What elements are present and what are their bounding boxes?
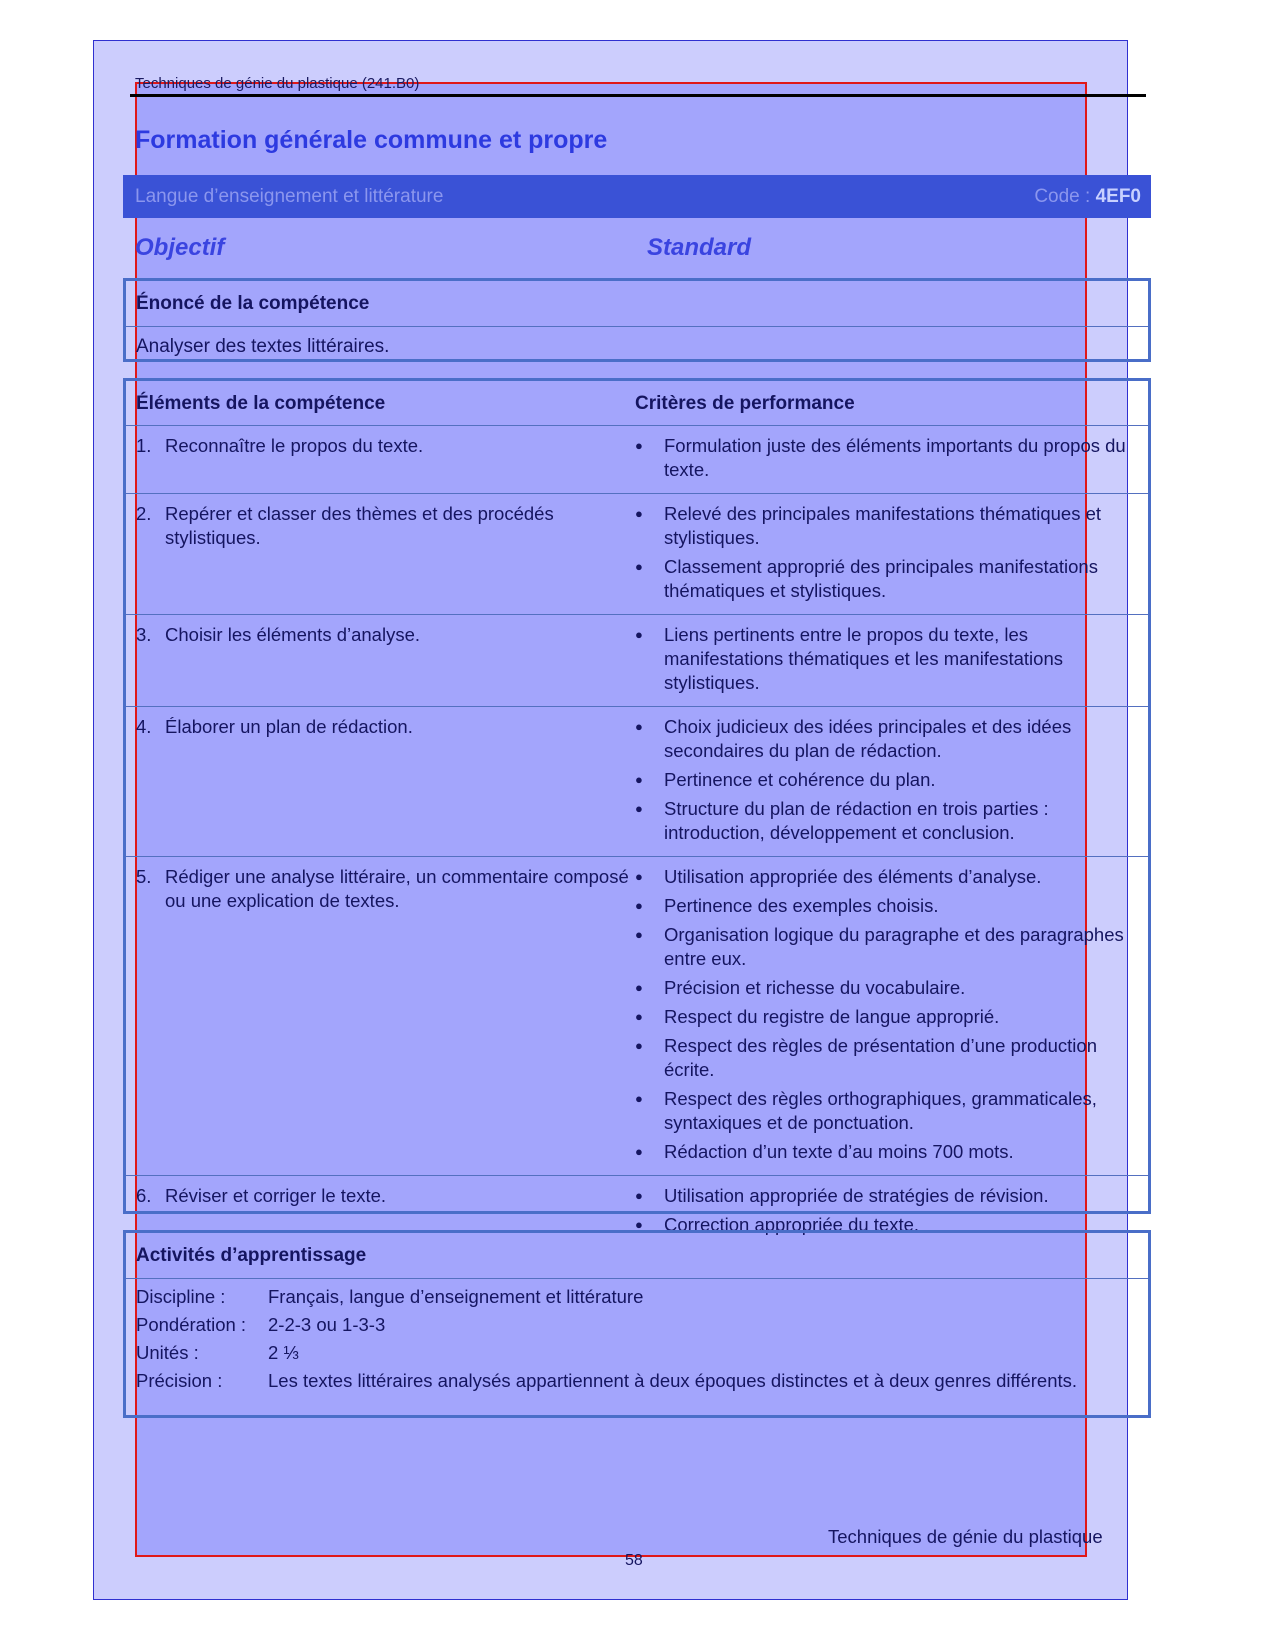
bullet-icon: ● <box>635 898 643 913</box>
activite-value: Les textes littéraires analysés appartiennent à deux époques distinctes et à deux genres différents. <box>268 1370 1078 1391</box>
bullet-icon: ● <box>635 927 643 942</box>
standard-heading: Standard <box>647 234 752 261</box>
criteria-text: Correction appropriée du texte. <box>664 1214 920 1235</box>
competence-element <box>126 494 635 614</box>
criteria-text: Formulation juste des éléments importants du propos du texte. <box>664 435 1126 480</box>
bullet-icon: ● <box>635 869 643 884</box>
competence-row <box>126 425 1148 493</box>
criteria-list <box>635 615 1148 706</box>
element-text: Choisir les éléments d’analyse. <box>165 624 421 645</box>
criteria-text: Choix judicieux des idées principales et des idées secondaires du plan de rédaction. <box>664 716 1072 761</box>
elements-header-row <box>126 381 1148 425</box>
activites-details <box>126 1278 1148 1393</box>
criteria-item <box>635 797 1134 845</box>
competence-row <box>126 706 1148 856</box>
competence-element <box>126 857 635 1175</box>
footer-program-name: Techniques de génie du plastique <box>828 1526 1103 1547</box>
activite-label: Pondération : <box>136 1314 247 1335</box>
element-number: 1. <box>136 435 152 456</box>
criteria-list <box>635 707 1148 856</box>
page-number: 58 <box>625 1552 643 1569</box>
competence-element <box>126 426 635 493</box>
criteria-list <box>635 426 1148 493</box>
criteria-text: Liens pertinents entre le propos du texte, les manifestations thématiques et les manifestations stylistiques. <box>664 624 1063 693</box>
activite-value: 2 ⅓ <box>268 1342 299 1363</box>
element-text: Reconnaître le propos du texte. <box>165 435 424 456</box>
criteria-item <box>635 1087 1134 1135</box>
criteria-text: Pertinence et cohérence du plan. <box>664 769 936 790</box>
enonce-text: Analyser des textes littéraires. <box>126 326 1148 358</box>
course-code <box>1034 186 1141 208</box>
activite-label: Unités : <box>136 1342 199 1363</box>
elements-heading: Éléments de la compétence <box>136 393 386 414</box>
activites-box <box>123 1230 1151 1418</box>
bullet-icon: ● <box>635 1144 643 1159</box>
criteria-item <box>635 894 1134 918</box>
criteria-text: Relevé des principales manifestations thématiques et stylistiques. <box>664 503 1102 548</box>
element-number: 6. <box>136 1185 152 1206</box>
competence-element <box>126 707 635 856</box>
criteria-item <box>635 502 1134 550</box>
competence-row <box>126 614 1148 706</box>
bullet-icon: ● <box>635 1188 643 1203</box>
header-rule <box>130 94 1146 97</box>
criteria-item <box>635 923 1134 971</box>
bullet-icon: ● <box>635 559 643 574</box>
element-text: Réviser et corriger le texte. <box>165 1185 387 1206</box>
criteria-item <box>635 1140 1134 1164</box>
activite-line <box>136 1313 1148 1337</box>
course-name: Langue d’enseignement et littérature <box>135 185 444 207</box>
bullet-icon: ● <box>635 980 643 995</box>
activite-line <box>136 1341 1148 1365</box>
section-title: Formation générale commune et propre <box>135 126 608 154</box>
bullet-icon: ● <box>635 506 643 521</box>
activite-label: Précision : <box>136 1370 223 1391</box>
criteria-text: Utilisation appropriée de stratégies de révision. <box>664 1185 1049 1206</box>
criteria-text: Rédaction d’un texte d’au moins 700 mots. <box>664 1141 1014 1162</box>
criteria-item <box>635 865 1134 889</box>
code-value: 4EF0 <box>1095 185 1141 207</box>
competence-element <box>126 615 635 706</box>
bullet-icon: ● <box>635 1038 643 1053</box>
element-rows <box>126 425 1148 1248</box>
criteria-text: Respect du registre de langue approprié. <box>664 1006 1000 1027</box>
criteria-item <box>635 555 1134 603</box>
criteria-item <box>635 434 1134 482</box>
enonce-box <box>123 278 1151 362</box>
criteria-text: Classement approprié des principales manifestations thématiques et stylistiques. <box>664 556 1098 601</box>
activite-line <box>136 1369 1148 1393</box>
criteria-item <box>635 1184 1134 1208</box>
criteria-item <box>635 1005 1134 1029</box>
criteria-item <box>635 623 1134 695</box>
running-header: Techniques de génie du plastique (241.B0) <box>135 75 420 92</box>
activite-value: 2-2-3 ou 1-3-3 <box>268 1314 386 1335</box>
criteria-list <box>635 494 1148 614</box>
code-label: Code : <box>1034 185 1091 207</box>
element-number: 3. <box>136 624 152 645</box>
bullet-icon: ● <box>635 438 643 453</box>
objectif-heading: Objectif <box>135 234 225 261</box>
course-code-band <box>123 175 1151 218</box>
element-number: 2. <box>136 503 152 524</box>
elements-box <box>123 378 1151 1235</box>
bullet-icon: ● <box>635 627 643 642</box>
activites-heading: Activités d’apprentissage <box>136 1245 367 1266</box>
element-text: Repérer et classer des thèmes et des procédés stylistiques. <box>165 503 554 548</box>
bullet-icon: ● <box>635 1217 643 1232</box>
bullet-icon: ● <box>635 719 643 734</box>
criteria-text: Structure du plan de rédaction en trois parties : introduction, développement et conclusion. <box>664 798 1049 843</box>
competence-row <box>126 856 1148 1175</box>
column-headings <box>135 234 1135 264</box>
criteria-list <box>635 857 1148 1175</box>
criteria-heading: Critères de performance <box>635 393 855 414</box>
enonce-heading: Énoncé de la compétence <box>136 293 370 314</box>
criteria-text: Pertinence des exemples choisis. <box>664 895 939 916</box>
criteria-item <box>635 715 1134 763</box>
criteria-item <box>635 768 1134 792</box>
bullet-icon: ● <box>635 772 643 787</box>
bullet-icon: ● <box>635 1091 643 1106</box>
element-text: Rédiger une analyse littéraire, un commentaire composé ou une explication de textes. <box>165 866 629 911</box>
criteria-text: Précision et richesse du vocabulaire. <box>664 977 966 998</box>
criteria-text: Organisation logique du paragraphe et des paragraphes entre eux. <box>664 924 1124 969</box>
element-number: 4. <box>136 716 152 737</box>
element-text: Élaborer un plan de rédaction. <box>165 716 413 737</box>
criteria-text: Utilisation appropriée des éléments d’analyse. <box>664 866 1042 887</box>
activite-value: Français, langue d’enseignement et littérature <box>268 1286 644 1307</box>
criteria-item <box>635 1034 1134 1082</box>
activite-label: Discipline : <box>136 1286 226 1307</box>
bullet-icon: ● <box>635 1009 643 1024</box>
criteria-text: Respect des règles orthographiques, grammaticales, syntaxiques et de ponctuation. <box>664 1088 1097 1133</box>
competence-row <box>126 493 1148 614</box>
criteria-text: Respect des règles de présentation d’une production écrite. <box>664 1035 1097 1080</box>
criteria-item <box>635 976 1134 1000</box>
bullet-icon: ● <box>635 801 643 816</box>
element-number: 5. <box>136 866 152 887</box>
activite-line <box>136 1285 1148 1309</box>
